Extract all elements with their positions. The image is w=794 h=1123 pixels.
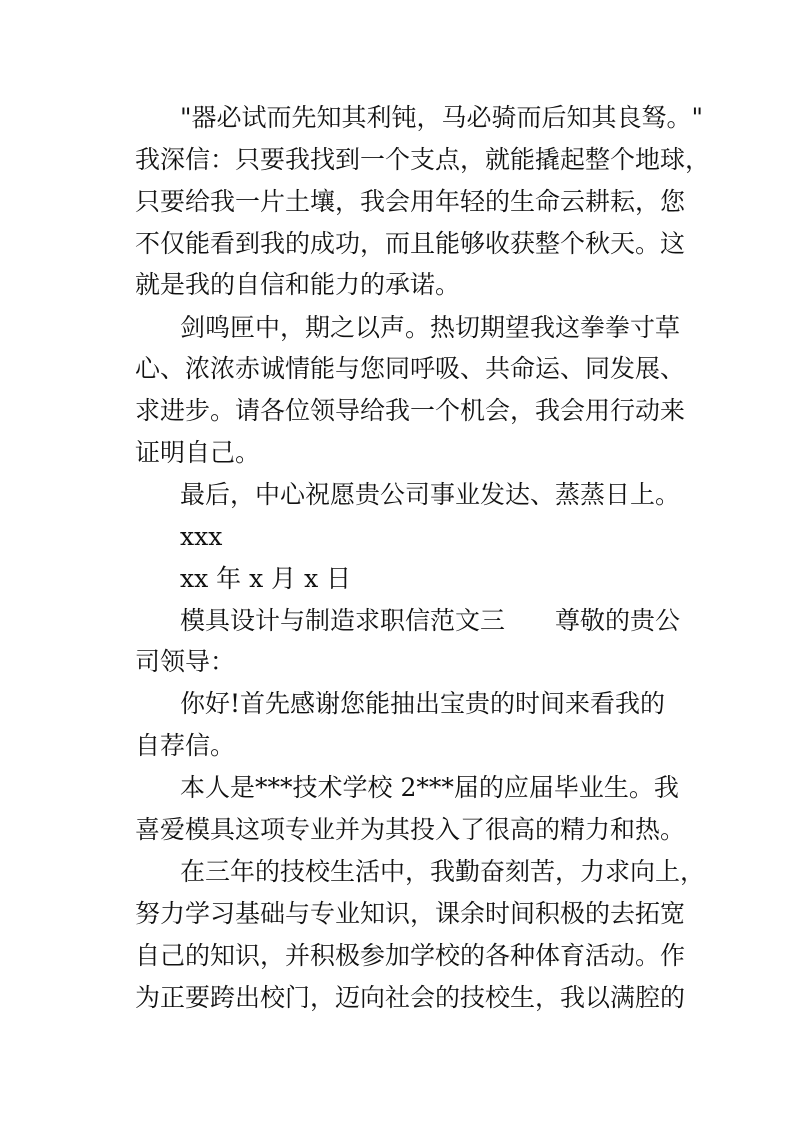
text-line: 自荐信。 <box>135 731 236 760</box>
text-line: 心、浓浓赤诚情能与您同呼吸、共命运、同发展、 <box>135 354 686 383</box>
text-line: 剑鸣匣中，期之以声。热切期望我这拳拳寸草 <box>180 313 681 342</box>
text-line: 自己的知识，并积极参加学校的各种体育活动。作 <box>135 941 686 970</box>
text-line: 司领导： <box>135 647 236 676</box>
text-line: 本人是***技术学校 2***届的应届毕业生。我 <box>180 773 679 802</box>
text-line: 你好!首先感谢您能抽出宝贵的时间来看我的 <box>180 689 666 718</box>
signature-date: xx 年 x 月 x 日 <box>180 564 352 593</box>
signature-name: xxx <box>180 522 223 551</box>
text-line: 就是我的自信和能力的承诺。 <box>135 270 461 299</box>
text-line: 我深信：只要我找到一个支点，就能撬起整个地球， <box>135 145 711 174</box>
text-line: 求进步。请各位领导给我一个机会，我会用行动来 <box>135 396 686 425</box>
text-line: 努力学习基础与专业知识，课余时间积极的去拓宽 <box>135 899 686 928</box>
text-line: 只要给我一片土壤，我会用年轻的生命云耕耘，您 <box>135 187 686 216</box>
text-line: 在三年的技校生活中，我勤奋刻苦，力求向上， <box>180 857 706 886</box>
text-line: "器必试而先知其利钝，马必骑而后知其良驽。" <box>180 103 703 132</box>
text-line: 证明自己。 <box>135 438 261 467</box>
text-line: 不仅能看到我的成功，而且能够收获整个秋天。这 <box>135 229 686 258</box>
text-line: 为正要跨出校门，迈向社会的技校生，我以满腔的 <box>135 983 686 1012</box>
text-line: 最后，中心祝愿贵公司事业发达、蒸蒸日上。 <box>180 480 681 509</box>
section-title-line: 模具设计与制造求职信范文三 尊敬的贵公 <box>180 606 681 635</box>
text-line: 喜爱模具这项专业并为其投入了很高的精力和热。 <box>135 815 686 844</box>
